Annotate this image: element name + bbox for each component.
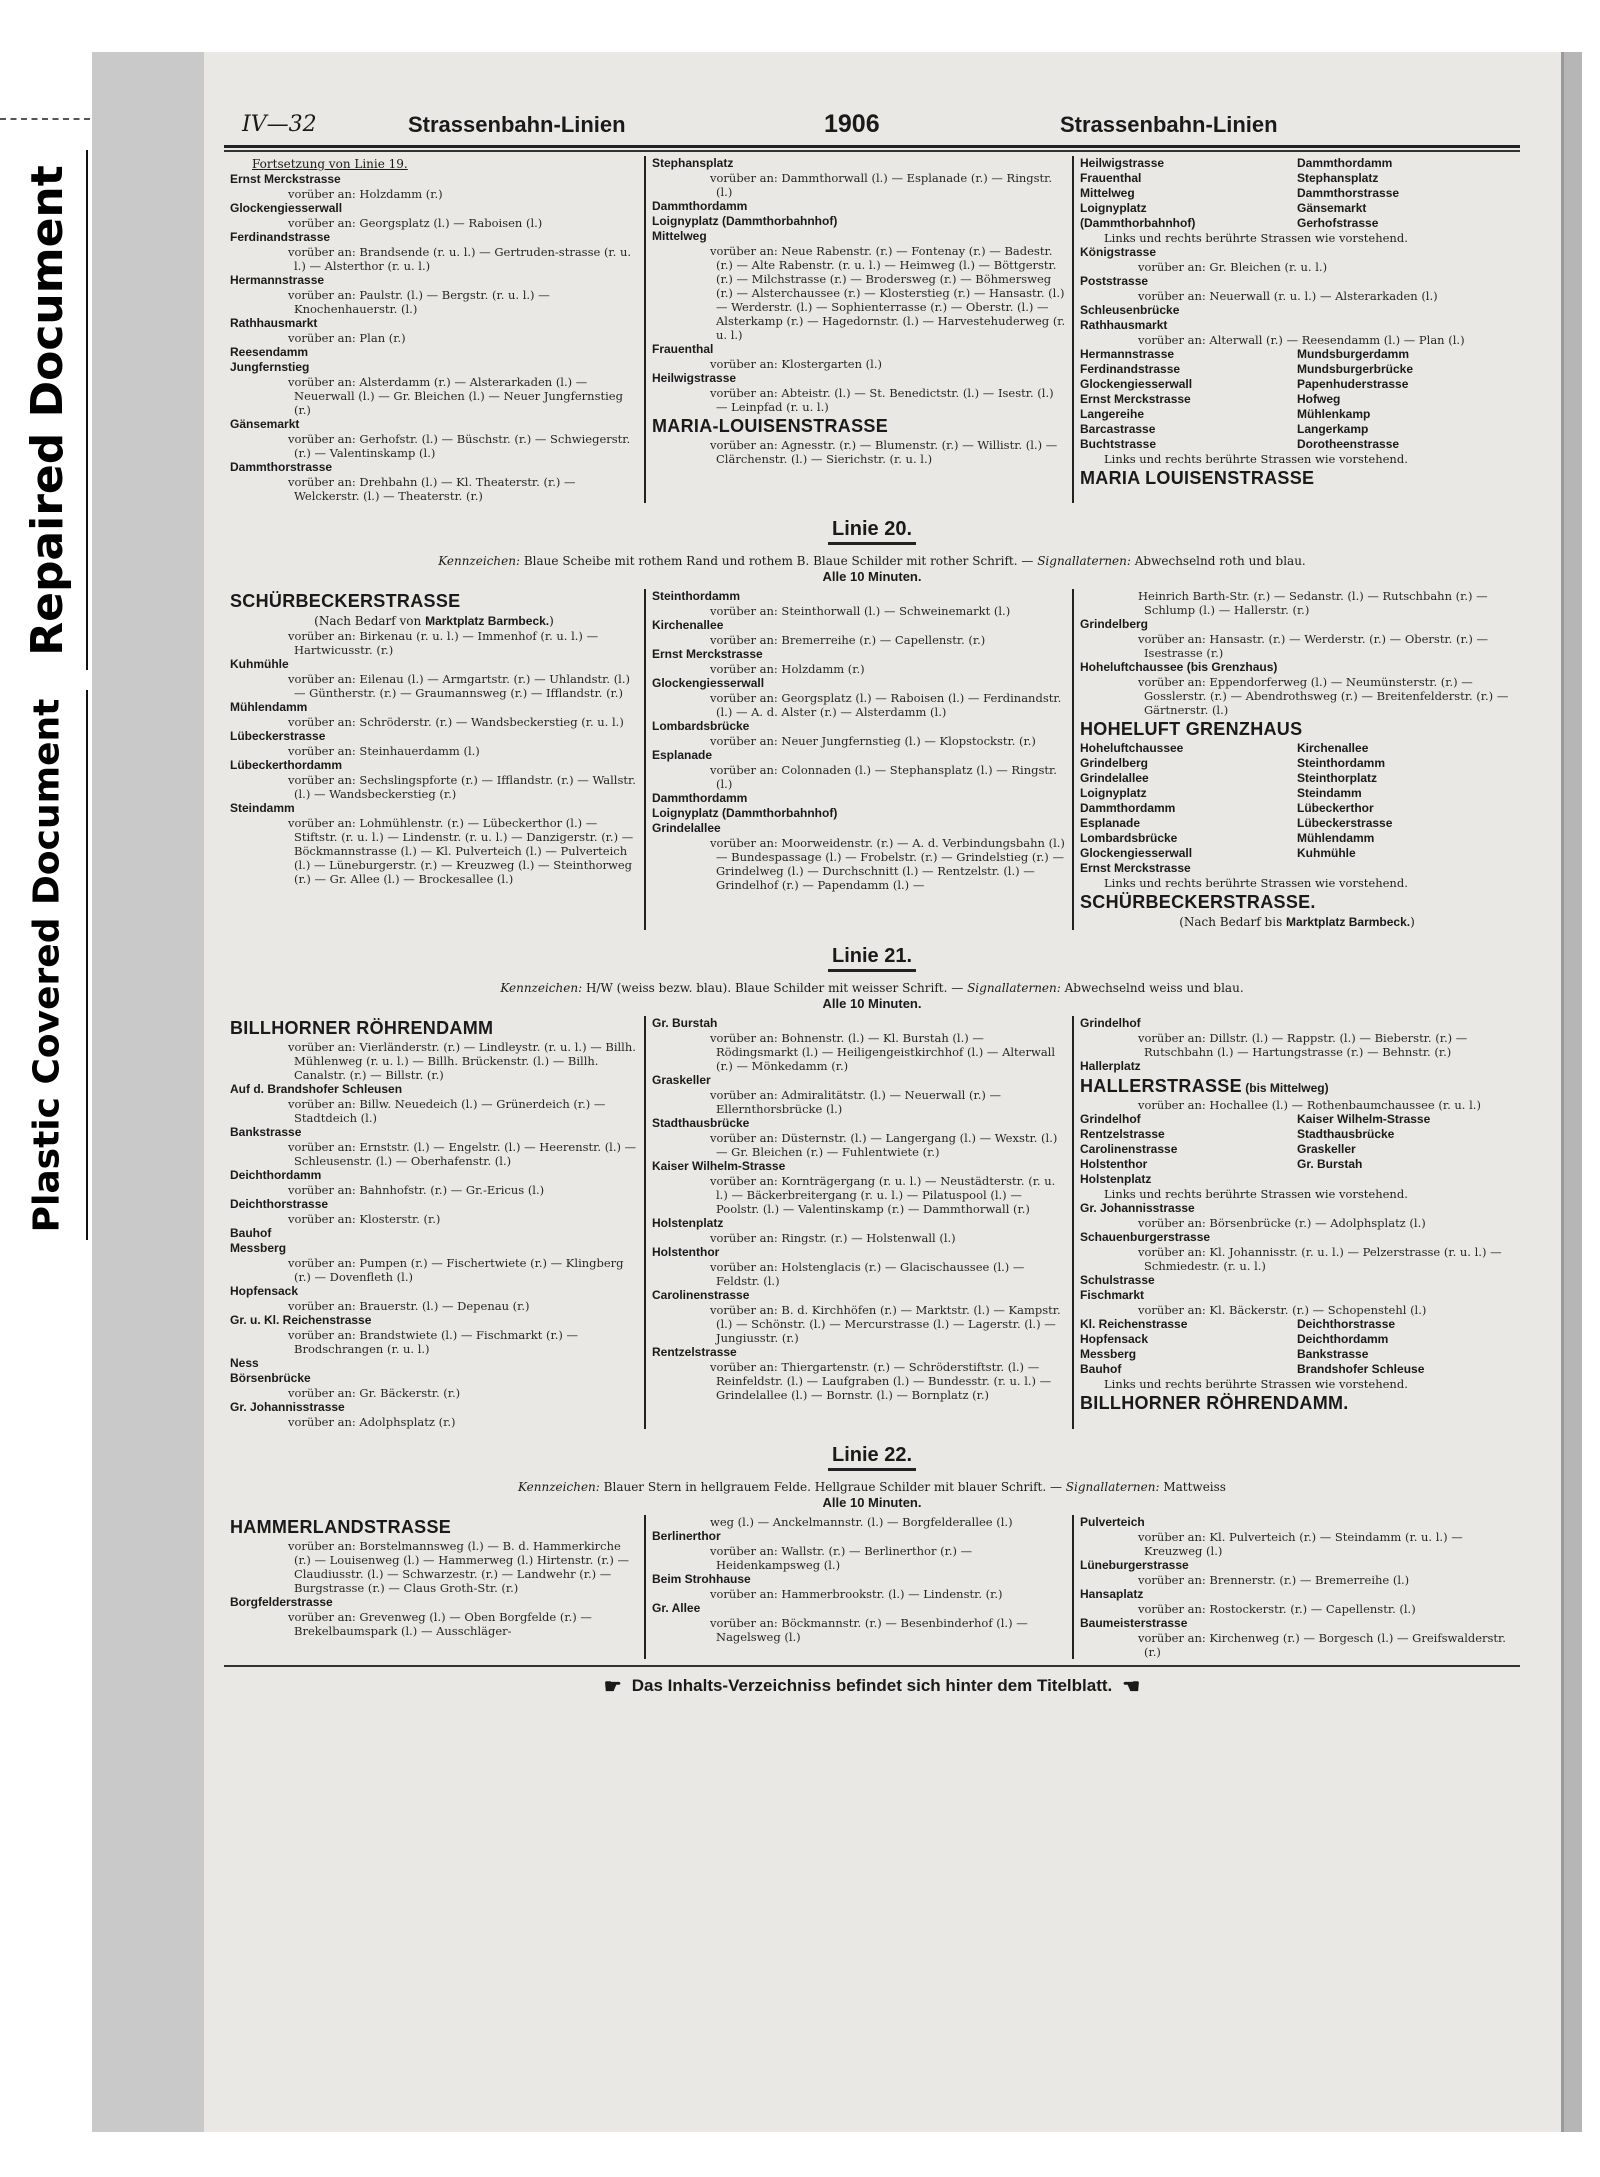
stop-name: Stephansplatz: [652, 156, 734, 170]
return-stop-pair: [1080, 786, 1514, 801]
stop-name: Bankstrasse: [230, 1125, 302, 1139]
stop-name: Lübeckerstrasse: [1297, 816, 1393, 830]
stop-name: Steindamm: [1297, 786, 1362, 800]
stop-name: Kaiser Wilhelm-Strasse: [1297, 1112, 1431, 1126]
stop-name: Hermannstrasse: [230, 273, 325, 287]
linie-22-col-3: [1072, 1515, 1520, 1659]
via-streets: vorüber an: B. d. Kirchhöfen (r.) — Marktstr. (l.) — Kampstr. (l.) — Schönstr. (l.) — Mercurstrasse (l.) — Lagerstr. (l.) — Jungiusstr. (r.): [710, 1303, 1061, 1345]
stop-name: Beim Strohhause: [652, 1572, 751, 1586]
stop-name: Fischmarkt: [1080, 1288, 1145, 1302]
via-streets: vorüber an: Georgsplatz (l.) — Raboisen (l.): [288, 216, 543, 230]
return-stop-pair: [1080, 816, 1514, 831]
stop-name: Hopfensack: [1080, 1332, 1149, 1346]
stop-name: Dammthorstrasse: [1297, 186, 1400, 200]
stop-name: Lübeckerthordamm: [230, 758, 343, 772]
linie-20-kennzeichen: Kennzeichen: Blaue Scheibe mit rothem Rand und rothem B. Blaue Schilder mit rother Schrift. — Signallaternen: Abwechselnd roth und blau.: [438, 554, 1306, 568]
stop-name: Barcastrasse: [1080, 422, 1156, 436]
stop-name: Steinthordamm: [652, 589, 741, 603]
via-streets: vorüber an: Neuer Jungfernstieg (l.) — Klopstockstr. (r.): [710, 734, 1036, 748]
stop-name: Mühlendamm: [230, 700, 308, 714]
stop-name: Rathhausmarkt: [1080, 318, 1168, 332]
terminus-name: SCHÜRBECKERSTRASSE.: [1080, 892, 1316, 912]
cut-line: [0, 118, 90, 120]
repaired-document-label: Repaired Document: [8, 150, 88, 670]
on-demand-close: ): [1410, 915, 1415, 929]
stop-name: Bankstrasse: [1297, 1347, 1369, 1361]
stop-name: Mühlendamm: [1297, 831, 1375, 845]
stop-name: Ernst Merckstrasse: [1080, 861, 1191, 875]
stop-name: Schulstrasse: [1080, 1273, 1155, 1287]
stop-name: Schauenburgerstrasse: [1080, 1230, 1211, 1244]
stop-name: Steinthordamm: [1297, 756, 1386, 770]
stop-name: Baumeisterstrasse: [1080, 1616, 1188, 1630]
stop-name: Gr. Johannisstrasse: [230, 1400, 345, 1414]
via-streets: vorüber an: Eilenau (l.) — Armgartstr. (r.) — Uhlandstr. (l.) — Güntherstr. (r.) — Graumannsweg (r.) — Ifflandstr. (r.): [288, 672, 630, 700]
linie-20-frequency: Alle 10 Minuten.: [822, 569, 922, 584]
terminus-name: SCHÜRBECKERSTRASSE: [230, 591, 461, 611]
via-streets: vorüber an: Brennerstr. (r.) — Bremerreihe (l.): [1138, 1573, 1410, 1587]
linie-19-col-1: [224, 156, 644, 503]
via-streets: vorüber an: Hansastr. (r.) — Werderstr. (r.) — Oberstr. (r.) — Isestrasse (r.): [1138, 632, 1488, 660]
stop-name: Grindelallee: [652, 821, 721, 835]
stop-name: Ernst Merckstrasse: [652, 647, 763, 661]
via-streets: vorüber an: Klostergarten (l.): [710, 357, 882, 371]
via-streets: vorüber an: Brandstwiete (l.) — Fischmarkt (r.) — Brodschrangen (r. u. l.): [288, 1328, 578, 1356]
stop-name: Lombardsbrücke: [652, 719, 750, 733]
terminus-name: BILLHORNER RÖHRENDAMM: [230, 1018, 494, 1038]
stop-name: Kuhmühle: [1297, 846, 1356, 860]
stop-name: Lübeckerthor: [1297, 801, 1374, 815]
stop-name: Hopfensack: [230, 1284, 299, 1298]
via-streets: vorüber an: Plan (r.): [288, 331, 406, 345]
stop-name: Graskeller: [652, 1073, 711, 1087]
via-streets: vorüber an: Steinhauerdamm (l.): [288, 744, 480, 758]
stop-name: Ernst Merckstrasse: [230, 172, 341, 186]
via-streets: vorüber an: Abteistr. (l.) — St. Benedictstr. (l.) — Isestr. (l.) — Leinpfad (r. u. l.): [710, 386, 1054, 414]
linie-22-heading: Linie 22.: [224, 1443, 1520, 1471]
stop-name: Kaiser Wilhelm-Strasse: [652, 1159, 786, 1173]
page-number: IV—32: [242, 112, 317, 137]
stop-name: Mittelweg: [1080, 186, 1135, 200]
stop-name: Dammthordamm: [652, 199, 748, 213]
return-stop-pair: [1080, 801, 1514, 816]
linie-21-heading: Linie 21.: [224, 944, 1520, 972]
return-stop-pair: [1080, 1332, 1514, 1347]
footer-rule: [224, 1665, 1520, 1667]
stop-name: Papenhuderstrasse: [1297, 377, 1409, 391]
stop-name: Deichthorstrasse: [1297, 1317, 1396, 1331]
continuation-heading: Fortsetzung von Linie 19.: [252, 157, 408, 171]
return-stop-pair: [1080, 846, 1514, 861]
via-streets: vorüber an: Sechslingspforte (r.) — Ifflandstr. (r.) — Wallstr. (l.) — Wandsbeckerstieg (r.): [288, 773, 636, 801]
via-streets: vorüber an: Paulstr. (l.) — Bergstr. (r. u. l.) — Knochenhauerstr. (l.): [288, 288, 550, 316]
via-streets: vorüber an: Agnesstr. (r.) — Blumenstr. (r.) — Willistr. (l.) — Clärchenstr. (l.) — Sierichstr. (r. u. l.): [710, 438, 1058, 466]
stop-name: Dorotheenstrasse: [1297, 437, 1400, 451]
stop-name: Dammthorstrasse: [230, 460, 333, 474]
via-streets: vorüber an: Brandsende (r. u. l.) — Gertruden-strasse (r. u. l.) — Alsterthor (r. u. l.): [288, 245, 632, 273]
via-streets: vorüber an: Kornträgergang (r. u. l.) — Neustädterstr. (r. u. l.) — Bäckerbreitergang (r. u. l.) — Pilatuspool (l.) — Poolstr. (l.) — Valentinskamp (r.) — Dammthorwall (r.): [710, 1174, 1056, 1216]
stop-name: Ernst Merckstrasse: [1080, 392, 1191, 406]
stop-name: Kuhmühle: [230, 657, 289, 671]
stop-name: Lüneburgerstrasse: [1080, 1558, 1189, 1572]
index-note: ☛ Das Inhalts-Verzeichniss befindet sich hinter dem Titelblatt. ☚: [603, 1675, 1141, 1698]
linie-22-frequency: Alle 10 Minuten.: [822, 1495, 922, 1510]
stop-name: Heilwigstrasse: [652, 371, 737, 385]
stop-name: Grindelberg: [1080, 617, 1149, 631]
via-streets: vorüber an: Kirchenweg (r.) — Borgesch (l.) — Greifswalderstr. (r.): [1138, 1631, 1506, 1659]
via-streets: vorüber an: Bohnenstr. (l.) — Kl. Burstah (l.) — Rödingsmarkt (l.) — Heiligengeistkirchhof (l.) — Alterwall (r.) — Mönkedamm (r.): [710, 1031, 1056, 1073]
page-content: [224, 108, 1520, 1700]
stop-name: Steindamm: [230, 801, 295, 815]
stop-name: Frauenthal: [1080, 171, 1142, 185]
via-streets: vorüber an: Gr. Bäckerstr. (r.): [288, 1386, 461, 1400]
stop-name: Gr. Allee: [652, 1601, 701, 1615]
linie-19-col-3: [1072, 156, 1520, 503]
via-streets: vorüber an: Georgsplatz (l.) — Raboisen (l.) — Ferdinandstr. (l.) — A. d. Alster (r.) — Alsterdamm (l.): [710, 691, 1062, 719]
via-streets: vorüber an: Böckmannstr. (r.) — Besenbinderhof (l.) — Nagelsweg (l.): [710, 1616, 1028, 1644]
stop-name: Buchtstrasse: [1080, 437, 1157, 451]
stop-name: Rathhausmarkt: [230, 316, 318, 330]
via-streets: vorüber an: Düsternstr. (l.) — Langergang (l.) — Wexstr. (l.) — Gr. Bleichen (r.) — Fuhlentwiete (r.): [710, 1131, 1058, 1159]
return-stop-pair: [1080, 362, 1514, 377]
stop-name: Gr. Burstah: [652, 1016, 718, 1030]
stop-name: Gr. Burstah: [1297, 1157, 1363, 1171]
pointing-hand-left-icon: ☚: [1122, 1675, 1141, 1698]
via-streets: vorüber an: Borstelmannsweg (l.) — B. d. Hammerkirche (r.) — Louisenweg (l.) — Hammerweg (l.) Hirtenstr. (r.) — Claudiusstr. (l.) — Schwarzestr. (r.) — Landwehr (r.) — Burgstrasse (r.) — Claus Groth-Str. (r.): [288, 1539, 629, 1595]
via-streets: vorüber an: Holzdamm (r.): [288, 187, 443, 201]
stop-name: Heilwigstrasse: [1080, 156, 1165, 170]
via-streets: vorüber an: Vierländerstr. (r.) — Lindleystr. (r. u. l.) — Billh. Mühlenweg (r. u. l.) — Billh. Brückenstr. (l.) — Billh. Canalstr. (r.) — Billstr. (r.): [288, 1040, 636, 1082]
via-streets: weg (l.) — Anckelmannstr. (l.) — Borgfelderallee (l.): [710, 1515, 1013, 1529]
via-streets: vorüber an: Rostockerstr. (r.) — Capellenstr. (l.): [1138, 1602, 1416, 1616]
via-streets: vorüber an: Brauerstr. (l.) — Depenau (r.): [288, 1299, 530, 1313]
via-streets: Heinrich Barth-Str. (r.) — Sedanstr. (l.) — Rutschbahn (r.) — Schlump (l.) — Hallerstr. (r.): [1138, 589, 1488, 617]
via-streets: vorüber an: Holstenglacis (r.) — Glacischaussee (l.) — Feldstr. (l.): [710, 1260, 1025, 1288]
stop-name: Königstrasse: [1080, 245, 1157, 259]
stop-name: Dammthordamm: [652, 791, 748, 805]
stop-name: Brandshofer Schleuse: [1297, 1362, 1425, 1376]
stop-name: Stephansplatz: [1297, 171, 1379, 185]
via-streets: vorüber an: Pumpen (r.) — Fischertwiete (r.) — Klingberg (r.) — Dovenfleth (l.): [288, 1256, 624, 1284]
linie-21-col-2: [644, 1016, 1072, 1429]
linie-20-heading: Linie 20.: [224, 517, 1520, 545]
stop-name: Gerhofstrasse: [1297, 216, 1379, 230]
stop-name: Langerkamp: [1297, 422, 1369, 436]
stop-name: Poststrasse: [1080, 274, 1149, 288]
stop-name: Mundsburgerdamm: [1297, 347, 1410, 361]
stop-name: Gr. Johannisstrasse: [1080, 1201, 1195, 1215]
stop-name: Lübeckerstrasse: [230, 729, 326, 743]
return-stop-pair: [1080, 756, 1514, 771]
via-streets: vorüber an: Colonnaden (l.) — Stephansplatz (l.) — Ringstr. (l.): [710, 763, 1057, 791]
via-streets: vorüber an: Ringstr. (r.) — Holstenwall (l.): [710, 1231, 956, 1245]
via-streets: vorüber an: Admiralitätstr. (l.) — Neuerwall (r.) — Ellernthorsbrücke (l.): [710, 1088, 1001, 1116]
via-streets: vorüber an: Grevenweg (l.) — Oben Borgfelde (r.) — Brekelbaumspark (l.) — Ausschläger-: [288, 1610, 592, 1638]
return-stop-pair: [1080, 1347, 1514, 1362]
stop-name: Ferdinandstrasse: [230, 230, 331, 244]
stop-name: Messberg: [230, 1241, 287, 1255]
linie-21-route: [224, 1016, 1520, 1429]
stop-name: Holstenthor: [1080, 1157, 1148, 1171]
return-stop-pair: [1080, 201, 1514, 216]
stop-name: Frauenthal: [652, 342, 714, 356]
stop-name: Mittelweg: [652, 229, 707, 243]
return-stop-pair: [1080, 216, 1514, 231]
stop-name: Hansaplatz: [1080, 1587, 1144, 1601]
via-streets: vorüber an: Neuerwall (r. u. l.) — Alsterarkaden (l.): [1138, 289, 1438, 303]
stop-name: Hoheluftchaussee: [1080, 741, 1184, 755]
on-demand-close: ): [549, 614, 554, 628]
linie-21-kennzeichen: Kennzeichen: H/W (weiss bezw. blau). Blaue Schilder mit weisser Schrift. — Signallaternen: Abwechselnd weiss und blau.: [500, 981, 1244, 995]
via-streets: vorüber an: Bahnhofstr. (r.) — Gr.-Ericus (l.): [288, 1183, 545, 1197]
via-streets: vorüber an: Holzdamm (r.): [710, 662, 865, 676]
stop-name: Ferdinandstrasse: [1080, 362, 1181, 376]
stop-name: Bauhof: [1080, 1362, 1122, 1376]
terminus-name: MARIA-LOUISENSTRASSE: [652, 416, 889, 436]
stop-name: Stadthausbrücke: [652, 1116, 750, 1130]
linie-21-col-1: [224, 1016, 644, 1429]
via-streets: vorüber an: Lohmühlenstr. (r.) — Lübeckerthor (l.) — Stiftstr. (r. u. l.) — Lindenstr. (r. u. l.) — Danzigerstr. (r.) — Böckmannstrasse (l.) — Kl. Pulverteich (l.) — Pulverteich (l.) — Lüneburgerstr. (r.) — Kreuzweg (l.) — Steinthorweg (r.) — Gr. Allee (l.) — Brockesallee (l.): [288, 816, 634, 886]
linie-20-route: [224, 589, 1520, 930]
return-stop-pair: [1080, 377, 1514, 392]
on-demand-text: (Nach Bedarf von: [314, 614, 426, 628]
stop-name: Börsenbrücke: [230, 1371, 311, 1385]
stop-name: Messberg: [1080, 1347, 1137, 1361]
via-streets: vorüber an: Moorweidenstr. (r.) — A. d. Verbindungsbahn (l.) — Bundespassage (l.) — Frobelstr. (r.) — Grindelstieg (r.) — Grindelweg (l.) — Durchschnitt (l.) — Rentzelstr. (l.) — Grindelhof (r.) — Papendamm (l.) —: [710, 836, 1065, 892]
terminus-name: MARIA LOUISENSTRASSE: [1080, 468, 1315, 488]
stop-name: (Dammthorbahnhof): [1080, 216, 1196, 230]
via-streets: vorüber an: Birkenau (r. u. l.) — Immenhof (r. u. l.) — Hartwicusstr. (r.): [288, 629, 599, 657]
via-streets: vorüber an: Börsenbrücke (r.) — Adolphsplatz (l.): [1138, 1216, 1426, 1230]
via-streets: vorüber an: Gr. Bleichen (r. u. l.): [1138, 260, 1328, 274]
stop-name: Holstenplatz: [1080, 1172, 1152, 1186]
stop-name: Glockengiesserwall: [652, 676, 765, 690]
via-streets: vorüber an: Alsterdamm (r.) — Alsterarkaden (l.) — Neuerwall (l.) — Gr. Bleichen (l.) — Neuer Jungfernstieg (r.): [288, 375, 623, 417]
plastic-covered-label: Plastic Covered Document: [8, 690, 88, 1240]
return-stop-pair: [1080, 1142, 1514, 1157]
route-note: Links und rechts berührte Strassen wie vorstehend.: [1104, 876, 1408, 890]
stop-name: Stadthausbrücke: [1297, 1127, 1395, 1141]
stop-name: Rentzelstrasse: [1080, 1127, 1165, 1141]
linie-20-col-2: [644, 589, 1072, 930]
stop-name: Carolinenstrasse: [652, 1288, 750, 1302]
linie-21-col-3: [1072, 1016, 1520, 1429]
stop-name: Pulverteich: [1080, 1515, 1145, 1529]
terminus-name: HAMMERLANDSTRASSE: [230, 1517, 452, 1537]
running-header: [224, 108, 1520, 148]
via-streets: vorüber an: Dammthorwall (l.) — Esplanade (r.) — Ringstr. (l.): [710, 171, 1053, 199]
stop-name: Gr. u. Kl. Reichenstrasse: [230, 1313, 372, 1327]
return-stop-pair: [1080, 1362, 1514, 1377]
return-stop-pair: [1080, 741, 1514, 756]
stop-name: Gänsemarkt: [230, 417, 300, 431]
via-streets: vorüber an: Kl. Pulverteich (r.) — Steindamm (r. u. l.) — Kreuzweg (l.): [1138, 1530, 1463, 1558]
stop-name: Lombardsbrücke: [1080, 831, 1178, 845]
stop-name: Kirchenallee: [652, 618, 724, 632]
stop-name: Loignyplatz (Dammthorbahnhof): [652, 214, 838, 228]
via-streets: vorüber an: Gerhofstr. (l.) — Büschstr. (r.) — Schwiegerstr. (r.) — Valentinskamp (l.): [288, 432, 631, 460]
return-stop-pair: [1080, 1317, 1514, 1332]
terminus-qualifier: (bis Mittelweg): [1241, 1081, 1329, 1095]
via-streets: vorüber an: Thiergartenstr. (r.) — Schröderstiftstr. (l.) — Reinfeldstr. (l.) — Laufgraben (l.) — Bundesstr. (r. u. l.) — Grindelallee (l.) — Bornstr. (l.) — Bornplatz (r.): [710, 1360, 1052, 1402]
return-stop-pair: [1080, 437, 1514, 452]
stop-name: Hofweg: [1297, 392, 1341, 406]
route-note: Links und rechts berührte Strassen wie vorstehend.: [1104, 1377, 1408, 1391]
via-streets: vorüber an: Eppendorferweg (l.) — Neumünsterstr. (r.) — Gosslerstr. (r.) — Abendrothsweg (r.) — Breitenfelderstr. (r.) — Gärtnerstr. (l.): [1138, 675, 1509, 717]
linie-19-continued: [224, 156, 1520, 503]
linie-22-col-2: [644, 1515, 1072, 1659]
stop-name: Glockengiesserwall: [1080, 846, 1193, 860]
return-stop-pair: [1080, 347, 1514, 362]
linie-22-col-1: [224, 1515, 644, 1659]
stop-name: Langereihe: [1080, 407, 1145, 421]
terminus-name: BILLHORNER RÖHRENDAMM.: [1080, 1393, 1349, 1413]
via-streets: vorüber an: Neue Rabenstr. (r.) — Fontenay (r.) — Badestr. (r.) — Alte Rabenstr. (r. u. l.) — Heimweg (l.) — Böttgerstr. (r.) — Milchstrasse (r.) — Brodersweg (r.) — Böhmersweg (r.) — Alsterchaussee (r.) — Klosterstieg (r.) — Hansastr. (l.) — Werderstr. (l.) — Sophienterrasse (r.) — Oberstr. (l.) — Alsterkamp (r.) — Hagedornstr. (l.) — Harvestehuderweg (r. u. l.): [710, 244, 1066, 342]
return-stop-pair: [1080, 392, 1514, 407]
return-stop-pair: [1080, 171, 1514, 186]
stop-name: Esplanade: [1080, 816, 1141, 830]
via-streets: vorüber an: Ernststr. (l.) — Engelstr. (l.) — Heerenstr. (l.) — Schleusenstr. (l.) — Oberhafenstr. (l.): [288, 1140, 637, 1168]
stop-name: Steinthorplatz: [1297, 771, 1377, 785]
scanned-page: [92, 52, 1582, 2132]
on-demand-note: [1080, 914, 1514, 930]
stop-name: Kirchenallee: [1297, 741, 1369, 755]
return-stop-pair: [1080, 831, 1514, 846]
route-note: Links und rechts berührte Strassen wie vorstehend.: [1104, 452, 1408, 466]
on-demand-stop: Marktplatz Barmbeck.: [425, 614, 550, 628]
stop-name: Loignyplatz: [1080, 201, 1147, 215]
stop-name: Glockengiesserwall: [230, 201, 343, 215]
linie-22-kennzeichen: Kennzeichen: Blauer Stern in hellgrauem Felde. Hellgraue Schilder mit blauer Schrift. — Signallaternen: Mattweiss: [518, 1480, 1226, 1494]
stop-name: Borgfelderstrasse: [230, 1595, 333, 1609]
linie-20-col-3: [1072, 589, 1520, 930]
linie-22-route: [224, 1515, 1520, 1659]
stop-name: Mundsburgerbrücke: [1297, 362, 1414, 376]
via-streets: vorüber an: Hochallee (l.) — Rothenbaumchaussee (r. u. l.): [1138, 1098, 1481, 1112]
terminus-with-note: [1080, 1074, 1514, 1098]
stop-name: Schleusenbrücke: [1080, 303, 1180, 317]
on-demand-stop: Marktplatz Barmbeck.: [1286, 915, 1411, 929]
on-demand-text: (Nach Bedarf bis: [1179, 915, 1287, 929]
stop-name: Graskeller: [1297, 1142, 1356, 1156]
stop-name: Deichthorstrasse: [230, 1197, 329, 1211]
return-stop-pair: [1080, 1157, 1514, 1172]
via-streets: vorüber an: Billw. Neuedeich (l.) — Grünerdeich (r.) — Stadtdeich (l.): [288, 1097, 606, 1125]
stop-name: Dammthordamm: [1080, 801, 1176, 815]
stop-name: Grindelhof: [1080, 1112, 1141, 1126]
stop-name: Glockengiesserwall: [1080, 377, 1193, 391]
header-rule: [224, 150, 1520, 152]
stop-name: Grindelallee: [1080, 771, 1149, 785]
stop-name: Dammthordamm: [1297, 156, 1393, 170]
via-streets: vorüber an: Alterwall (r.) — Reesendamm (l.) — Plan (l.): [1138, 333, 1465, 347]
stop-name: Hoheluftchaussee (bis Grenzhaus): [1080, 660, 1278, 674]
via-streets: vorüber an: Bremerreihe (r.) — Capellenstr. (r.): [710, 633, 986, 647]
stop-name: Deichthordamm: [230, 1168, 322, 1182]
header-title-left: Strassenbahn-Linien: [408, 112, 626, 137]
return-stop-pair: [1080, 186, 1514, 201]
stop-name: Holstenthor: [652, 1245, 720, 1259]
via-streets: vorüber an: Dillstr. (l.) — Rappstr. (l.) — Bieberstr. (r.) — Rutschbahn (l.) — Hartungstrasse (r.) — Behnstr. (r.): [1138, 1031, 1468, 1059]
linie-19-col-2: [644, 156, 1072, 503]
route-note: Links und rechts berührte Strassen wie vorstehend.: [1104, 1187, 1408, 1201]
on-demand-note: [230, 613, 638, 629]
stop-name: Hallerplatz: [1080, 1059, 1141, 1073]
via-streets: vorüber an: Steinthorwall (l.) — Schweinemarkt (l.): [710, 604, 1011, 618]
via-streets: vorüber an: Kl. Johannisstr. (r. u. l.) — Pelzerstrasse (r. u. l.) — Schmiedestr. (r. u. l.): [1138, 1245, 1502, 1273]
terminus-name: HOHELUFT GRENZHAUS: [1080, 719, 1303, 739]
stop-name: Gänsemarkt: [1297, 201, 1367, 215]
stop-name: Esplanade: [652, 748, 713, 762]
stop-name: Deichthordamm: [1297, 1332, 1389, 1346]
archive-side-strip: [0, 0, 92, 2177]
return-stop-pair: [1080, 1127, 1514, 1142]
stop-name: Carolinenstrasse: [1080, 1142, 1178, 1156]
page-edge: [1564, 52, 1582, 2132]
via-streets: vorüber an: Klosterstr. (r.): [288, 1212, 441, 1226]
via-streets: vorüber an: Adolphsplatz (r.): [288, 1415, 456, 1429]
stop-name: Bauhof: [230, 1226, 272, 1240]
via-streets: vorüber an: Wallstr. (r.) — Berlinerthor (r.) — Heidenkampsweg (l.): [710, 1544, 973, 1572]
stop-name: Holstenplatz: [652, 1216, 724, 1230]
linie-21-frequency: Alle 10 Minuten.: [822, 996, 922, 1011]
stop-name: Grindelberg: [1080, 756, 1149, 770]
header-year: 1906: [824, 110, 880, 138]
return-stop-pair: [1080, 422, 1514, 437]
stop-name: Mühlenkamp: [1297, 407, 1371, 421]
linie-20-col-1: [224, 589, 644, 930]
return-stop-pair: [1080, 156, 1514, 171]
stop-name: Jungfernstieg: [230, 360, 310, 374]
paper-sheet: [204, 52, 1564, 2132]
return-stop-pair: [1080, 1112, 1514, 1127]
stop-name: Loignyplatz (Dammthorbahnhof): [652, 806, 838, 820]
via-streets: vorüber an: Hammerbrookstr. (l.) — Lindenstr. (r.): [710, 1587, 1003, 1601]
stop-name: Loignyplatz: [1080, 786, 1147, 800]
stop-name: Grindelhof: [1080, 1016, 1141, 1030]
stop-name: Kl. Reichenstrasse: [1080, 1317, 1188, 1331]
stop-name: Auf d. Brandshofer Schleusen: [230, 1082, 403, 1096]
return-stop-pair: [1080, 771, 1514, 786]
stop-name: Reesendamm: [230, 345, 309, 359]
return-stop-pair: [1080, 407, 1514, 422]
via-streets: vorüber an: Drehbahn (l.) — Kl. Theaterstr. (r.) — Welckerstr. (l.) — Theaterstr. (r.): [288, 475, 576, 503]
pointing-hand-right-icon: ☛: [603, 1675, 622, 1698]
terminus-name: HALLERSTRASSE: [1080, 1076, 1242, 1096]
stop-name: Rentzelstrasse: [652, 1345, 737, 1359]
route-note: Links und rechts berührte Strassen wie vorstehend.: [1104, 231, 1408, 245]
via-streets: vorüber an: Kl. Bäckerstr. (r.) — Schopenstehl (l.): [1138, 1303, 1427, 1317]
stop-name: Berlinerthor: [652, 1529, 721, 1543]
stop-name: Hermannstrasse: [1080, 347, 1175, 361]
header-title-right: Strassenbahn-Linien: [1060, 112, 1278, 137]
stop-name: Ness: [230, 1356, 259, 1370]
via-streets: vorüber an: Schröderstr. (r.) — Wandsbeckerstieg (r. u. l.): [288, 715, 624, 729]
